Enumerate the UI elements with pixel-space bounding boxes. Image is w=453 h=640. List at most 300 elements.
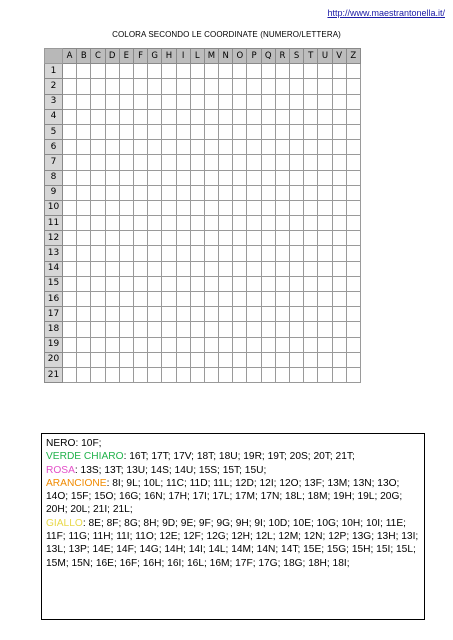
grid-cell-4b[interactable] [77, 109, 91, 124]
grid-cell-13u[interactable] [318, 246, 332, 261]
grid-cell-16i[interactable] [176, 292, 190, 307]
grid-cell-4d[interactable] [105, 109, 119, 124]
grid-cell-1e[interactable] [119, 64, 133, 79]
grid-cell-16v[interactable] [332, 292, 346, 307]
grid-cell-18o[interactable] [233, 322, 247, 337]
grid-cell-3s[interactable] [290, 94, 304, 109]
grid-cell-2r[interactable] [275, 79, 289, 94]
grid-cell-21f[interactable] [133, 367, 147, 382]
grid-cell-14m[interactable] [204, 261, 218, 276]
grid-cell-12h[interactable] [162, 231, 176, 246]
grid-cell-6c[interactable] [91, 140, 105, 155]
grid-cell-3f[interactable] [133, 94, 147, 109]
grid-cell-18l[interactable] [190, 322, 204, 337]
grid-cell-16p[interactable] [247, 292, 261, 307]
grid-cell-16r[interactable] [275, 292, 289, 307]
grid-cell-11c[interactable] [91, 216, 105, 231]
grid-cell-1v[interactable] [332, 64, 346, 79]
grid-cell-10m[interactable] [204, 200, 218, 215]
grid-cell-2l[interactable] [190, 79, 204, 94]
grid-cell-19q[interactable] [261, 337, 275, 352]
grid-cell-10a[interactable] [63, 200, 77, 215]
grid-cell-19i[interactable] [176, 337, 190, 352]
grid-cell-10s[interactable] [290, 200, 304, 215]
grid-cell-15g[interactable] [148, 276, 162, 291]
grid-cell-13q[interactable] [261, 246, 275, 261]
grid-cell-16t[interactable] [304, 292, 318, 307]
grid-cell-11b[interactable] [77, 216, 91, 231]
grid-cell-21a[interactable] [63, 367, 77, 382]
grid-cell-19h[interactable] [162, 337, 176, 352]
grid-cell-9i[interactable] [176, 185, 190, 200]
grid-cell-9s[interactable] [290, 185, 304, 200]
grid-cell-12e[interactable] [119, 231, 133, 246]
grid-cell-4m[interactable] [204, 109, 218, 124]
grid-cell-18f[interactable] [133, 322, 147, 337]
grid-cell-13r[interactable] [275, 246, 289, 261]
grid-cell-18m[interactable] [204, 322, 218, 337]
grid-cell-12g[interactable] [148, 231, 162, 246]
grid-cell-21b[interactable] [77, 367, 91, 382]
grid-cell-21t[interactable] [304, 367, 318, 382]
grid-cell-19u[interactable] [318, 337, 332, 352]
grid-cell-13t[interactable] [304, 246, 318, 261]
grid-cell-17f[interactable] [133, 307, 147, 322]
grid-cell-13f[interactable] [133, 246, 147, 261]
grid-cell-16h[interactable] [162, 292, 176, 307]
grid-cell-8i[interactable] [176, 170, 190, 185]
grid-cell-5s[interactable] [290, 124, 304, 139]
grid-cell-17c[interactable] [91, 307, 105, 322]
grid-cell-10t[interactable] [304, 200, 318, 215]
grid-cell-15d[interactable] [105, 276, 119, 291]
grid-cell-19b[interactable] [77, 337, 91, 352]
grid-cell-6p[interactable] [247, 140, 261, 155]
grid-cell-7g[interactable] [148, 155, 162, 170]
grid-cell-9h[interactable] [162, 185, 176, 200]
grid-cell-5l[interactable] [190, 124, 204, 139]
grid-cell-13s[interactable] [290, 246, 304, 261]
grid-cell-8h[interactable] [162, 170, 176, 185]
grid-cell-9c[interactable] [91, 185, 105, 200]
grid-cell-14o[interactable] [233, 261, 247, 276]
grid-cell-17z[interactable] [346, 307, 360, 322]
grid-cell-9v[interactable] [332, 185, 346, 200]
grid-cell-19c[interactable] [91, 337, 105, 352]
grid-cell-4q[interactable] [261, 109, 275, 124]
grid-cell-4z[interactable] [346, 109, 360, 124]
grid-cell-17m[interactable] [204, 307, 218, 322]
grid-cell-3e[interactable] [119, 94, 133, 109]
grid-cell-11v[interactable] [332, 216, 346, 231]
grid-cell-15a[interactable] [63, 276, 77, 291]
grid-cell-4g[interactable] [148, 109, 162, 124]
grid-cell-2i[interactable] [176, 79, 190, 94]
grid-cell-12q[interactable] [261, 231, 275, 246]
grid-cell-15n[interactable] [219, 276, 233, 291]
grid-cell-15m[interactable] [204, 276, 218, 291]
grid-cell-15t[interactable] [304, 276, 318, 291]
grid-cell-9b[interactable] [77, 185, 91, 200]
grid-cell-2u[interactable] [318, 79, 332, 94]
grid-cell-1d[interactable] [105, 64, 119, 79]
grid-cell-11n[interactable] [219, 216, 233, 231]
grid-cell-7h[interactable] [162, 155, 176, 170]
grid-cell-17b[interactable] [77, 307, 91, 322]
grid-cell-5o[interactable] [233, 124, 247, 139]
grid-cell-8c[interactable] [91, 170, 105, 185]
grid-cell-20a[interactable] [63, 352, 77, 367]
grid-cell-7l[interactable] [190, 155, 204, 170]
grid-cell-12c[interactable] [91, 231, 105, 246]
grid-cell-11s[interactable] [290, 216, 304, 231]
grid-cell-20f[interactable] [133, 352, 147, 367]
grid-cell-5d[interactable] [105, 124, 119, 139]
grid-cell-8q[interactable] [261, 170, 275, 185]
grid-cell-2a[interactable] [63, 79, 77, 94]
grid-cell-13i[interactable] [176, 246, 190, 261]
grid-cell-20s[interactable] [290, 352, 304, 367]
grid-cell-12z[interactable] [346, 231, 360, 246]
grid-cell-2o[interactable] [233, 79, 247, 94]
grid-cell-20t[interactable] [304, 352, 318, 367]
grid-cell-5i[interactable] [176, 124, 190, 139]
grid-cell-21i[interactable] [176, 367, 190, 382]
grid-cell-9g[interactable] [148, 185, 162, 200]
grid-cell-6s[interactable] [290, 140, 304, 155]
grid-cell-14h[interactable] [162, 261, 176, 276]
grid-cell-4l[interactable] [190, 109, 204, 124]
grid-cell-8v[interactable] [332, 170, 346, 185]
grid-cell-5b[interactable] [77, 124, 91, 139]
grid-cell-4i[interactable] [176, 109, 190, 124]
grid-cell-9t[interactable] [304, 185, 318, 200]
grid-cell-4n[interactable] [219, 109, 233, 124]
grid-cell-15s[interactable] [290, 276, 304, 291]
grid-cell-14b[interactable] [77, 261, 91, 276]
grid-cell-3b[interactable] [77, 94, 91, 109]
grid-cell-4f[interactable] [133, 109, 147, 124]
grid-cell-3g[interactable] [148, 94, 162, 109]
grid-cell-7d[interactable] [105, 155, 119, 170]
grid-cell-11o[interactable] [233, 216, 247, 231]
grid-cell-3t[interactable] [304, 94, 318, 109]
grid-cell-6o[interactable] [233, 140, 247, 155]
grid-cell-11r[interactable] [275, 216, 289, 231]
grid-cell-1i[interactable] [176, 64, 190, 79]
grid-cell-8g[interactable] [148, 170, 162, 185]
grid-cell-14i[interactable] [176, 261, 190, 276]
grid-cell-1f[interactable] [133, 64, 147, 79]
grid-cell-17v[interactable] [332, 307, 346, 322]
grid-cell-18z[interactable] [346, 322, 360, 337]
grid-cell-10f[interactable] [133, 200, 147, 215]
grid-cell-4v[interactable] [332, 109, 346, 124]
grid-cell-14g[interactable] [148, 261, 162, 276]
grid-cell-21q[interactable] [261, 367, 275, 382]
grid-cell-6b[interactable] [77, 140, 91, 155]
grid-cell-7t[interactable] [304, 155, 318, 170]
grid-cell-17e[interactable] [119, 307, 133, 322]
grid-cell-11i[interactable] [176, 216, 190, 231]
grid-cell-20q[interactable] [261, 352, 275, 367]
grid-cell-15e[interactable] [119, 276, 133, 291]
grid-cell-7r[interactable] [275, 155, 289, 170]
grid-cell-10q[interactable] [261, 200, 275, 215]
grid-cell-1o[interactable] [233, 64, 247, 79]
grid-cell-15b[interactable] [77, 276, 91, 291]
grid-cell-9o[interactable] [233, 185, 247, 200]
grid-cell-6e[interactable] [119, 140, 133, 155]
grid-cell-17g[interactable] [148, 307, 162, 322]
grid-cell-10i[interactable] [176, 200, 190, 215]
grid-cell-8s[interactable] [290, 170, 304, 185]
grid-cell-6u[interactable] [318, 140, 332, 155]
grid-cell-13m[interactable] [204, 246, 218, 261]
grid-cell-6f[interactable] [133, 140, 147, 155]
grid-cell-13z[interactable] [346, 246, 360, 261]
grid-cell-17q[interactable] [261, 307, 275, 322]
grid-cell-5p[interactable] [247, 124, 261, 139]
grid-cell-21s[interactable] [290, 367, 304, 382]
grid-cell-6a[interactable] [63, 140, 77, 155]
grid-cell-6g[interactable] [148, 140, 162, 155]
grid-cell-10l[interactable] [190, 200, 204, 215]
grid-cell-5q[interactable] [261, 124, 275, 139]
grid-cell-9l[interactable] [190, 185, 204, 200]
grid-cell-9m[interactable] [204, 185, 218, 200]
grid-cell-13g[interactable] [148, 246, 162, 261]
grid-cell-19g[interactable] [148, 337, 162, 352]
grid-cell-19t[interactable] [304, 337, 318, 352]
grid-cell-7q[interactable] [261, 155, 275, 170]
grid-cell-2t[interactable] [304, 79, 318, 94]
grid-cell-6n[interactable] [219, 140, 233, 155]
grid-cell-1r[interactable] [275, 64, 289, 79]
grid-cell-12m[interactable] [204, 231, 218, 246]
grid-cell-11q[interactable] [261, 216, 275, 231]
grid-cell-20o[interactable] [233, 352, 247, 367]
grid-cell-5r[interactable] [275, 124, 289, 139]
grid-cell-20b[interactable] [77, 352, 91, 367]
grid-cell-3v[interactable] [332, 94, 346, 109]
grid-cell-3c[interactable] [91, 94, 105, 109]
grid-cell-13p[interactable] [247, 246, 261, 261]
grid-cell-3l[interactable] [190, 94, 204, 109]
grid-cell-17p[interactable] [247, 307, 261, 322]
grid-cell-11z[interactable] [346, 216, 360, 231]
grid-cell-18p[interactable] [247, 322, 261, 337]
grid-cell-14d[interactable] [105, 261, 119, 276]
grid-cell-3r[interactable] [275, 94, 289, 109]
grid-cell-3m[interactable] [204, 94, 218, 109]
grid-cell-8e[interactable] [119, 170, 133, 185]
grid-cell-10v[interactable] [332, 200, 346, 215]
grid-cell-21v[interactable] [332, 367, 346, 382]
grid-cell-9n[interactable] [219, 185, 233, 200]
grid-cell-13d[interactable] [105, 246, 119, 261]
grid-cell-8u[interactable] [318, 170, 332, 185]
grid-cell-11l[interactable] [190, 216, 204, 231]
grid-cell-15l[interactable] [190, 276, 204, 291]
grid-cell-4r[interactable] [275, 109, 289, 124]
grid-cell-5z[interactable] [346, 124, 360, 139]
grid-cell-20v[interactable] [332, 352, 346, 367]
grid-cell-19a[interactable] [63, 337, 77, 352]
grid-cell-18v[interactable] [332, 322, 346, 337]
grid-cell-4u[interactable] [318, 109, 332, 124]
grid-cell-16q[interactable] [261, 292, 275, 307]
grid-cell-4e[interactable] [119, 109, 133, 124]
grid-cell-1l[interactable] [190, 64, 204, 79]
grid-cell-13o[interactable] [233, 246, 247, 261]
grid-cell-16c[interactable] [91, 292, 105, 307]
grid-cell-10u[interactable] [318, 200, 332, 215]
grid-cell-19l[interactable] [190, 337, 204, 352]
grid-cell-2n[interactable] [219, 79, 233, 94]
grid-cell-16o[interactable] [233, 292, 247, 307]
grid-cell-15c[interactable] [91, 276, 105, 291]
grid-cell-14u[interactable] [318, 261, 332, 276]
grid-cell-7b[interactable] [77, 155, 91, 170]
grid-cell-11u[interactable] [318, 216, 332, 231]
grid-cell-1g[interactable] [148, 64, 162, 79]
grid-cell-19f[interactable] [133, 337, 147, 352]
grid-cell-21e[interactable] [119, 367, 133, 382]
grid-cell-5t[interactable] [304, 124, 318, 139]
grid-cell-11t[interactable] [304, 216, 318, 231]
grid-cell-8f[interactable] [133, 170, 147, 185]
grid-cell-12u[interactable] [318, 231, 332, 246]
grid-cell-13l[interactable] [190, 246, 204, 261]
grid-cell-7o[interactable] [233, 155, 247, 170]
grid-cell-2s[interactable] [290, 79, 304, 94]
grid-cell-18u[interactable] [318, 322, 332, 337]
grid-cell-15o[interactable] [233, 276, 247, 291]
grid-cell-3z[interactable] [346, 94, 360, 109]
grid-cell-16g[interactable] [148, 292, 162, 307]
grid-cell-16z[interactable] [346, 292, 360, 307]
grid-cell-2c[interactable] [91, 79, 105, 94]
grid-cell-15v[interactable] [332, 276, 346, 291]
grid-cell-12s[interactable] [290, 231, 304, 246]
grid-cell-2b[interactable] [77, 79, 91, 94]
grid-cell-14f[interactable] [133, 261, 147, 276]
grid-cell-20h[interactable] [162, 352, 176, 367]
grid-cell-7v[interactable] [332, 155, 346, 170]
grid-cell-2d[interactable] [105, 79, 119, 94]
grid-cell-5c[interactable] [91, 124, 105, 139]
grid-cell-21p[interactable] [247, 367, 261, 382]
grid-cell-16e[interactable] [119, 292, 133, 307]
grid-cell-13e[interactable] [119, 246, 133, 261]
grid-cell-15u[interactable] [318, 276, 332, 291]
grid-cell-10n[interactable] [219, 200, 233, 215]
grid-cell-21m[interactable] [204, 367, 218, 382]
grid-cell-6q[interactable] [261, 140, 275, 155]
grid-cell-17d[interactable] [105, 307, 119, 322]
grid-cell-16s[interactable] [290, 292, 304, 307]
grid-cell-14q[interactable] [261, 261, 275, 276]
grid-cell-18n[interactable] [219, 322, 233, 337]
grid-cell-18a[interactable] [63, 322, 77, 337]
grid-cell-21d[interactable] [105, 367, 119, 382]
grid-cell-11a[interactable] [63, 216, 77, 231]
grid-cell-6m[interactable] [204, 140, 218, 155]
grid-cell-5f[interactable] [133, 124, 147, 139]
grid-cell-7e[interactable] [119, 155, 133, 170]
grid-cell-12i[interactable] [176, 231, 190, 246]
grid-cell-17t[interactable] [304, 307, 318, 322]
grid-cell-5n[interactable] [219, 124, 233, 139]
grid-cell-15z[interactable] [346, 276, 360, 291]
grid-cell-6r[interactable] [275, 140, 289, 155]
grid-cell-9f[interactable] [133, 185, 147, 200]
grid-cell-13n[interactable] [219, 246, 233, 261]
grid-cell-10h[interactable] [162, 200, 176, 215]
grid-cell-4s[interactable] [290, 109, 304, 124]
grid-cell-20m[interactable] [204, 352, 218, 367]
grid-cell-17a[interactable] [63, 307, 77, 322]
grid-cell-12l[interactable] [190, 231, 204, 246]
grid-cell-1t[interactable] [304, 64, 318, 79]
grid-cell-1a[interactable] [63, 64, 77, 79]
grid-cell-10e[interactable] [119, 200, 133, 215]
grid-cell-20r[interactable] [275, 352, 289, 367]
grid-cell-8b[interactable] [77, 170, 91, 185]
grid-cell-10o[interactable] [233, 200, 247, 215]
grid-cell-17u[interactable] [318, 307, 332, 322]
grid-cell-15q[interactable] [261, 276, 275, 291]
grid-cell-4a[interactable] [63, 109, 77, 124]
grid-cell-10g[interactable] [148, 200, 162, 215]
grid-cell-10b[interactable] [77, 200, 91, 215]
grid-cell-3i[interactable] [176, 94, 190, 109]
grid-cell-20l[interactable] [190, 352, 204, 367]
grid-cell-14n[interactable] [219, 261, 233, 276]
grid-cell-14e[interactable] [119, 261, 133, 276]
grid-cell-13c[interactable] [91, 246, 105, 261]
grid-cell-18h[interactable] [162, 322, 176, 337]
grid-cell-19v[interactable] [332, 337, 346, 352]
grid-cell-1q[interactable] [261, 64, 275, 79]
grid-cell-21l[interactable] [190, 367, 204, 382]
grid-cell-8a[interactable] [63, 170, 77, 185]
grid-cell-8l[interactable] [190, 170, 204, 185]
grid-cell-11g[interactable] [148, 216, 162, 231]
grid-cell-17i[interactable] [176, 307, 190, 322]
grid-cell-20g[interactable] [148, 352, 162, 367]
grid-cell-12o[interactable] [233, 231, 247, 246]
grid-cell-18b[interactable] [77, 322, 91, 337]
grid-cell-2h[interactable] [162, 79, 176, 94]
grid-cell-16d[interactable] [105, 292, 119, 307]
grid-cell-6v[interactable] [332, 140, 346, 155]
grid-cell-17h[interactable] [162, 307, 176, 322]
grid-cell-3a[interactable] [63, 94, 77, 109]
grid-cell-12v[interactable] [332, 231, 346, 246]
grid-cell-16b[interactable] [77, 292, 91, 307]
grid-cell-11p[interactable] [247, 216, 261, 231]
grid-cell-1s[interactable] [290, 64, 304, 79]
grid-cell-19d[interactable] [105, 337, 119, 352]
grid-cell-8z[interactable] [346, 170, 360, 185]
grid-cell-8p[interactable] [247, 170, 261, 185]
grid-cell-7a[interactable] [63, 155, 77, 170]
grid-cell-19e[interactable] [119, 337, 133, 352]
grid-cell-6z[interactable] [346, 140, 360, 155]
grid-cell-18c[interactable] [91, 322, 105, 337]
